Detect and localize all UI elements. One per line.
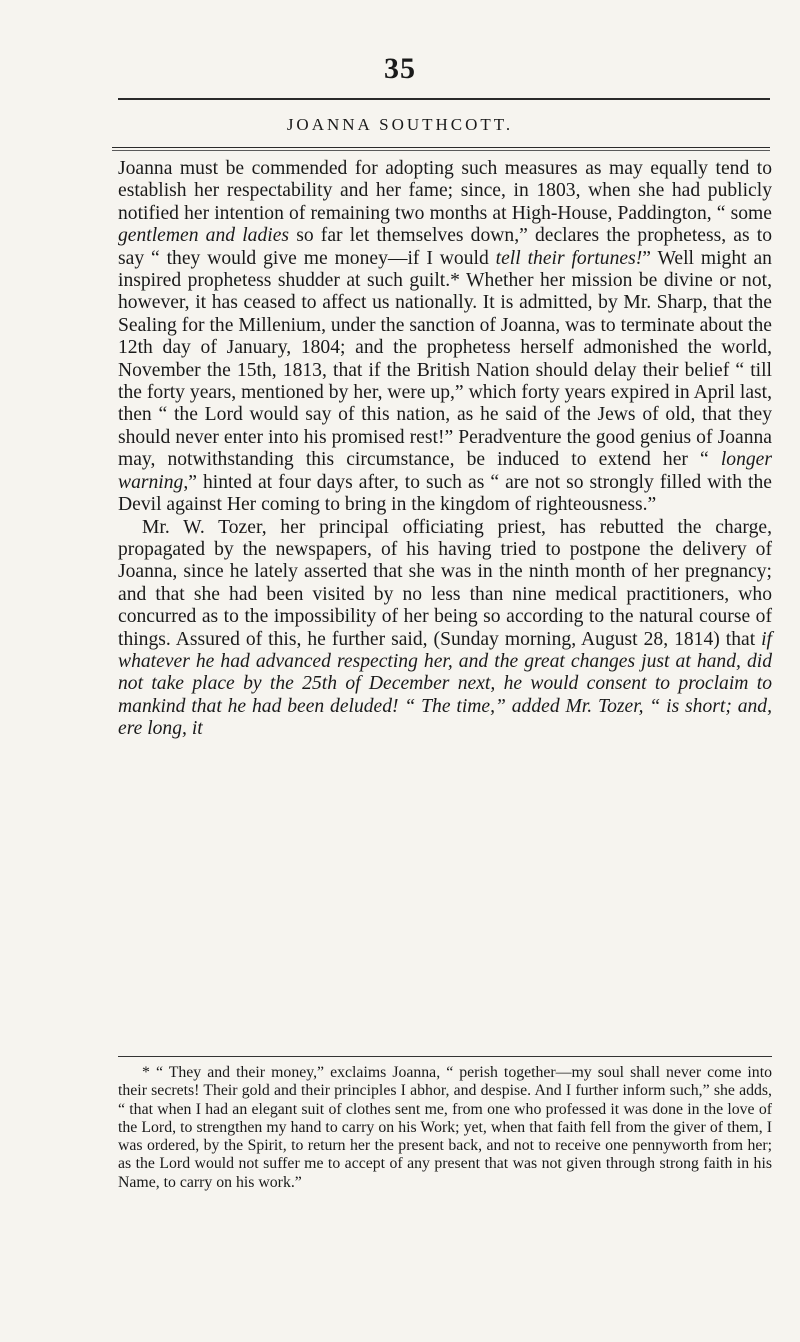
paragraph-2 [118,517,772,741]
para1-text-4: ,” hinted at four days after, to such as “ are not so strongly filled with the Devil against Her coming to bring in the kingdom of righteousness.” [118,471,772,516]
footnote-text: * “ They and their money,” exclaims Joanna, “ perish together—my soul shall never come into their secrets! Their gold and their principles I abhor, and despise. And I further inform such,” she adds, “ that when I had an elegant suit of clothes sent me, from one who professed it was done in the love of the Lord, to strengthen my hand to carry on his Work; yet, when that faith fell from the giver of them, I was ordered, by the Spirit, to return her the present back, and not to receive one pennyworth from her; as the Lord would not suffer me to accept of any present that was not given through strong faith in his Name, to carry on his work.” [118,1064,772,1191]
paragraph-1 [118,158,772,517]
para1-italic-3: longer warning [118,449,772,493]
footnote-rule [118,1056,772,1057]
para1-italic-2: tell their fortunes! [495,247,643,269]
para2-text-1: Mr. W. Tozer, her principal officiating priest, has rebutted the charge, propagated by the newspapers, of his having tried to postpone the delivery of Joanna, since he lately asserted that she was in the ninth month of her pregnancy; and that she had been visited by no less than nine medical practitioners, who concurred as to the impossibility of her being so according to the natural course of things. Assured of this, he further said, (Sunday morning, August 28, 1814) that [118,516,772,650]
para2-italic-1: if whatever he had advanced respecting her, and the great changes just at hand, did not take place by the 25th of December next, he would consent to proclaim to mankind that he had been deluded! “ The time,” added Mr. Tozer, “ is short; and, ere long, it [118,628,772,740]
body-text [118,158,772,741]
top-rule [118,98,770,100]
footnote [118,1064,772,1192]
para1-text-1: Joanna must be commended for adopting such measures as may equally tend to establish her respectability and her fame; since, in 1803, when she had publicly notified her intention of remaining two months at High-House, Paddington, “ some [118,158,772,224]
para1-text-2: so far let themselves down,” declares the prophetess, as to say “ they would give me money—if I would [118,225,772,269]
running-head: JOANNA SOUTHCOTT. [286,115,514,134]
page-number: 35 [384,52,416,85]
header-rule [112,147,770,151]
para1-text-3: ” Well might an inspired prophetess shudder at such guilt.* Whether her mission be divine or not, however, it has ceased to affect us nationally. It is admitted, by Mr. Sharp, that the Sealing for the Millenium, under the sanction of Joanna, was to terminate about the 12th day of January, 1804; and the prophetess herself admonished the world, November the 15th, 1813, that if the British Nation should delay their belief “ till the forty years, mentioned by her, were up,” which forty years expired in April last, then “ the Lord would say of this nation, as he said of the Jews of old, that they should never enter into his promised rest!” Peradventure the good genius of Joanna may, notwithstanding this circumstance, be induced to extend her “ [118,247,772,471]
para1-italic-1: gentlemen and ladies [118,225,290,247]
